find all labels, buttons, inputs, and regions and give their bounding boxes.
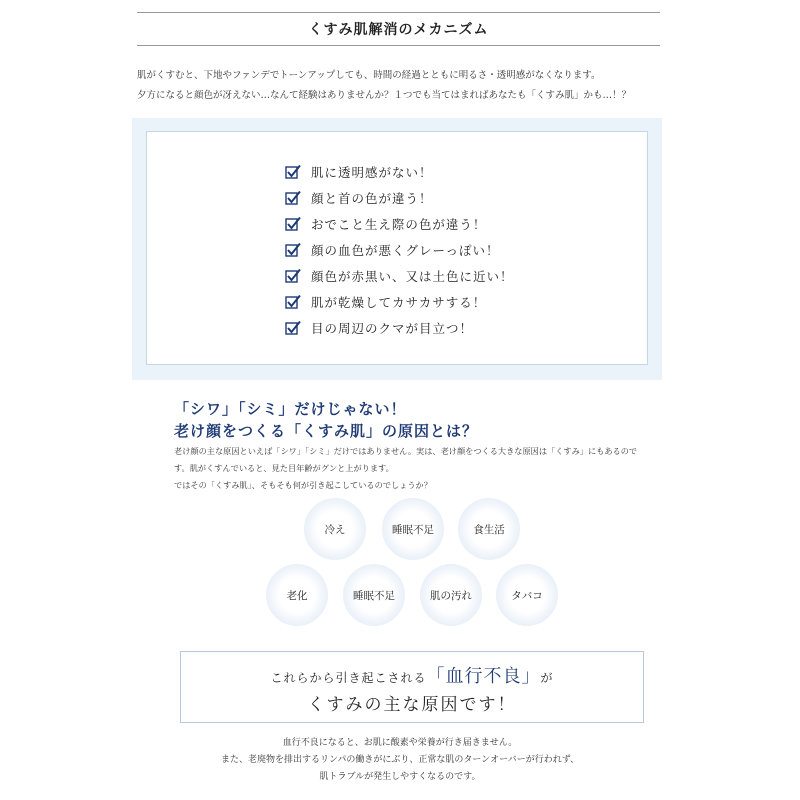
page-title: くすみ肌解消のメカニズム: [308, 22, 489, 38]
checklist-item: [285, 289, 514, 315]
footer-text: [0, 735, 800, 786]
explanation-line: ではその「くすみ肌」、そもそも何が引き起こしているのでしょうか？: [174, 480, 432, 490]
checklist-label: おでこと生え際の色が違う！: [311, 217, 487, 232]
checklist: [285, 159, 514, 341]
checklist-label: 肌に透明感がない！: [311, 165, 433, 180]
checkbox-checked-icon: [285, 242, 301, 258]
explanation-line: す。肌がくすんでいると、見た目年齢がグンと上がります。: [174, 463, 394, 473]
intro-line: 肌がくすむと、下地やファンデでトーンアップしても、時間の経過とともに明るさ・透明感がなくなります。: [137, 70, 601, 81]
cause-bubble: 老化: [266, 564, 328, 626]
conclusion-line: [181, 662, 643, 688]
checklist-item: [285, 185, 514, 211]
footer-line: 血行不良になると、お肌に酸素や栄養が行き届きません。: [282, 738, 518, 748]
conclusion-box: [180, 651, 644, 723]
checkbox-checked-icon: [285, 164, 301, 180]
checklist-item: [285, 237, 514, 263]
checkbox-checked-icon: [285, 268, 301, 284]
section-subheading: [174, 398, 478, 442]
checklist-item: [285, 263, 514, 289]
subheading-line: 「シワ」「シミ」だけじゃない！: [174, 400, 407, 418]
intro-text: [137, 66, 677, 106]
checklist-item: [285, 315, 514, 341]
explanation-line: 老け顔の主な原因といえば「シワ」「シミ」だけではありません。実は、老け顔をつくる大きな原因は「くすみ」にもあるので: [174, 446, 638, 456]
checklist-item: [285, 211, 514, 237]
checklist-label: 顔色が赤黒い、又は土色に近い！: [311, 269, 514, 284]
intro-line: 夕方になると顔色が冴えない…なんて経験はありませんか？１つでも当てはまればあなたも「くすみ肌」かも…！？: [137, 90, 632, 101]
checklist-label: 目の周辺のクマが目立つ！: [311, 321, 474, 336]
conclusion-post: が: [540, 671, 554, 685]
checklist-label: 肌が乾燥してカサカサする！: [311, 295, 487, 310]
checkbox-checked-icon: [285, 294, 301, 310]
cause-bubble: 睡眠不足: [343, 564, 405, 626]
checklist-item: [285, 159, 514, 185]
cause-bubble: 肌の汚れ: [420, 564, 482, 626]
conclusion-highlight: 「血行不良」: [426, 666, 541, 687]
conclusion-main: くすみの主な原因です！: [307, 695, 517, 715]
footer-line: 肌トラブルが発生しやすくなるのです。: [319, 772, 481, 782]
checkbox-checked-icon: [285, 320, 301, 336]
cause-bubble: 食生活: [458, 498, 520, 560]
cause-bubble: 睡眠不足: [382, 498, 444, 560]
conclusion-pre: これらから引き起こされる: [270, 671, 427, 685]
checkbox-checked-icon: [285, 216, 301, 232]
cause-bubble: 冷え: [304, 498, 366, 560]
cause-bubble: タバコ: [496, 564, 558, 626]
footer-line: また、老廃物を排出するリンパの働きがにぶり、正常な肌のターンオーバーが行われず、: [220, 755, 580, 765]
subheading-line: 老け顔をつくる「くすみ肌」の原因とは？: [174, 422, 479, 440]
checklist-box: [146, 131, 648, 365]
checklist-label: 顔の血色が悪くグレーっぽい！: [311, 243, 500, 258]
checklist-panel: [132, 118, 662, 380]
checklist-label: 顔と首の色が違う！: [311, 191, 433, 206]
section-header: [137, 12, 660, 46]
explanation-text: [174, 443, 674, 494]
checkbox-checked-icon: [285, 190, 301, 206]
